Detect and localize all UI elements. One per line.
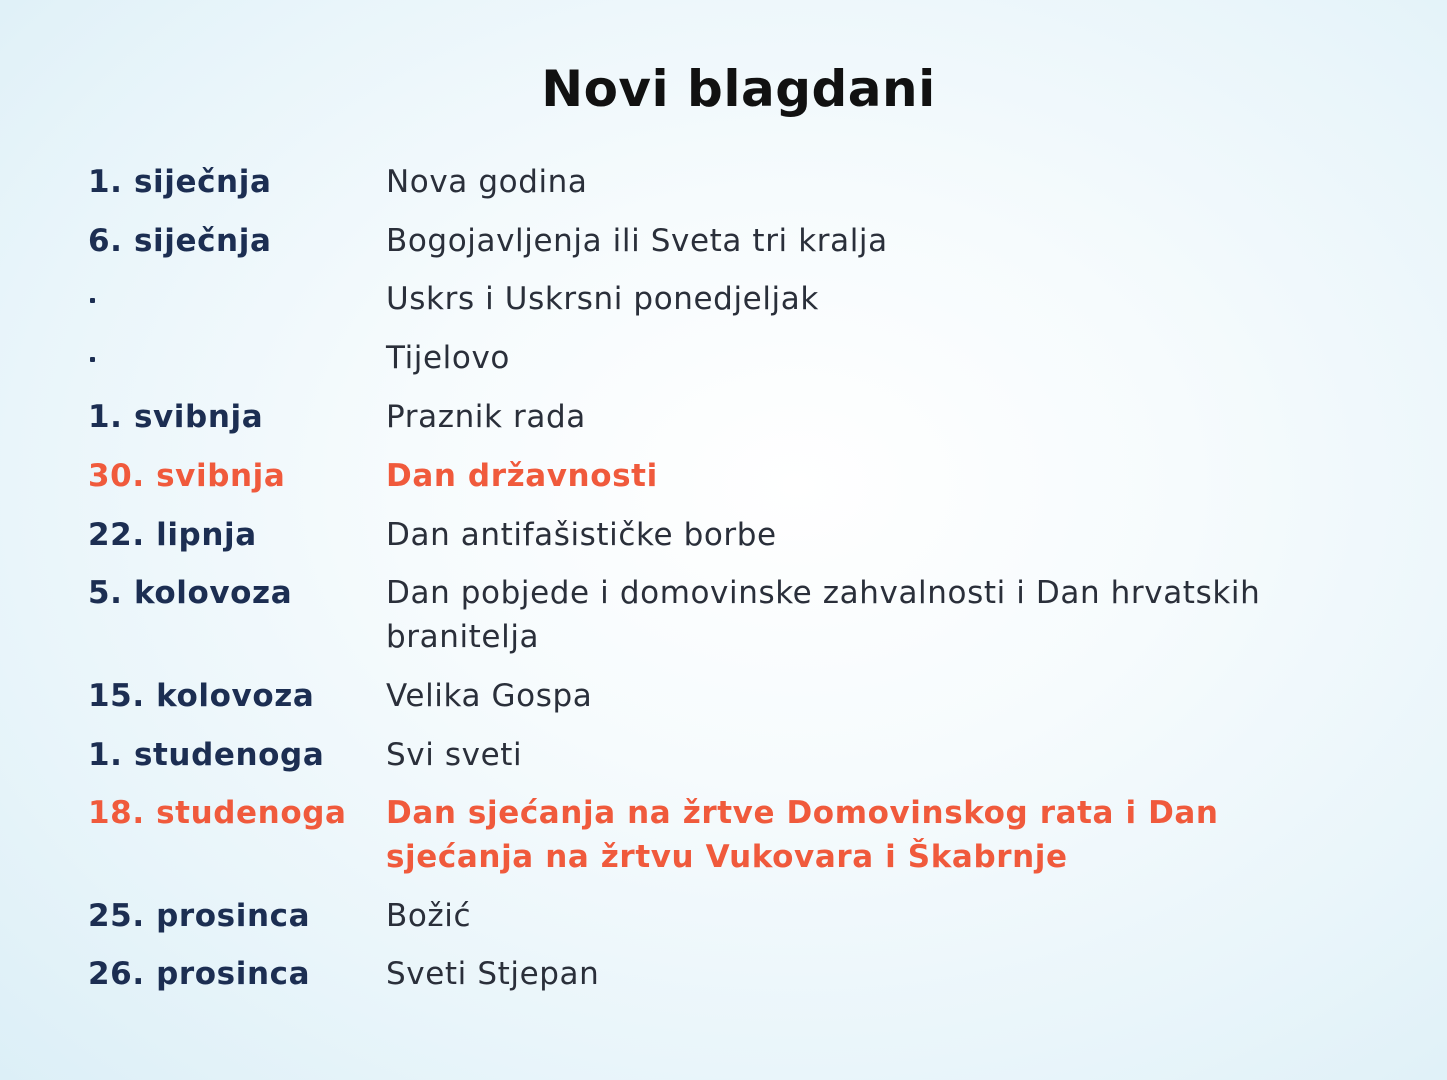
holiday-date: 6. siječnja (88, 223, 272, 259)
holiday-name: Svi sveti (386, 737, 523, 773)
holiday-date: 1. studenoga (88, 737, 325, 773)
holiday-name: Dan antifašističke borbe (386, 517, 777, 553)
bullet-dot-icon (90, 357, 95, 362)
slide-title: Novi blagdani (541, 60, 936, 118)
holiday-date: 26. prosinca (88, 956, 311, 992)
holiday-date: 18. studenoga (88, 795, 347, 831)
holiday-date: 1. svibnja (88, 399, 264, 435)
holiday-date-bullet (88, 277, 378, 321)
holiday-date: 5. kolovoza (88, 575, 293, 611)
holiday-name: Dan sjećanja na žrtve Domovinskog rata i Dan sjećanja na žrtvu Vukovara i Škabrnje (386, 795, 1219, 875)
holiday-name: Uskrs i Uskrsni ponedjeljak (386, 281, 819, 317)
holiday-date: 25. prosinca (88, 898, 311, 934)
bullet-dot-icon (90, 298, 95, 303)
holiday-name: Dan državnosti (386, 458, 658, 494)
holiday-date: 22. lipnja (88, 517, 257, 553)
holiday-name: Sveti Stjepan (386, 956, 600, 992)
holiday-date-bullet (88, 336, 378, 380)
holiday-name: Bogojavljenja ili Sveta tri kralja (386, 223, 888, 259)
holiday-date: 15. kolovoza (88, 678, 315, 714)
holiday-date: 1. siječnja (88, 164, 272, 200)
holiday-name: Božić (386, 898, 472, 934)
holiday-name: Dan pobjede i domovinske zahvalnosti i Dan hrvatskih branitelja (386, 575, 1261, 655)
holiday-name: Velika Gospa (386, 678, 593, 714)
holiday-name: Nova godina (386, 164, 588, 200)
holiday-date: 30. svibnja (88, 458, 286, 494)
holiday-name: Praznik rada (386, 399, 586, 435)
holiday-name: Tijelovo (386, 340, 510, 376)
